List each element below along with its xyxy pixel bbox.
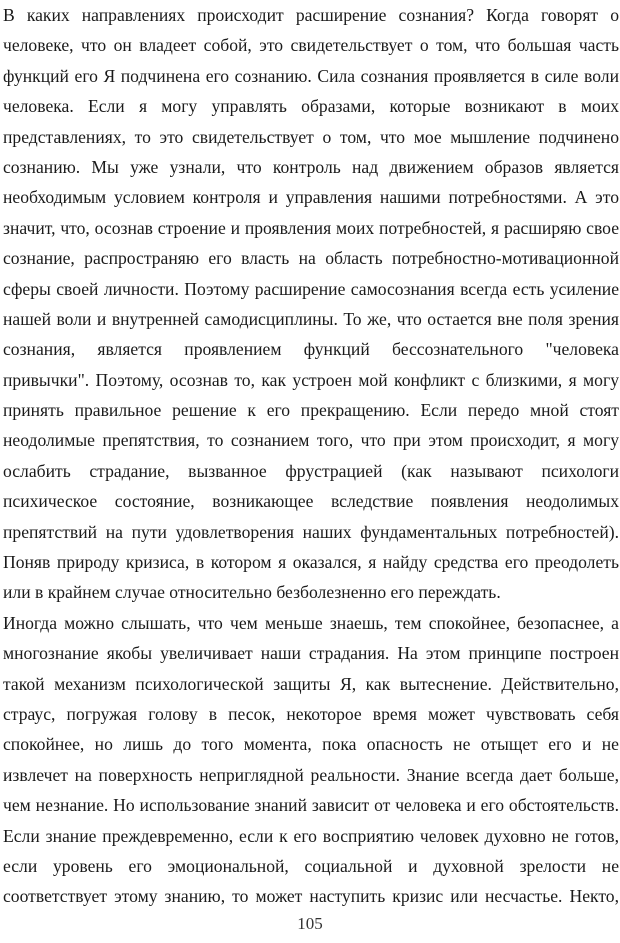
text-line: функций его Я подчинена его сознанию. Сила сознания проявляется в силе воли xyxy=(3,65,619,86)
text-line: Иногда можно слышать, что чем меньше знаешь, тем спокойнее, безопаснее, а xyxy=(3,612,619,633)
text-line: спокойнее, но лишь до того момента, пока опасность не отыщет его и не xyxy=(3,734,619,755)
text-line: привычки". Поэтому, осознав то, как устроен мой конфликт с близкими, я могу xyxy=(3,369,619,390)
body-text xyxy=(3,0,619,912)
text-line: В каких направлениях происходит расширение сознания? Когда говорят о xyxy=(3,5,619,25)
text-line: сознанию. Мы уже узнали, что контроль над движением образов является xyxy=(3,156,619,177)
text-line: Если знание преждевременно, если к его восприятию человек духовно не готов, xyxy=(3,825,619,846)
page-number: 105 xyxy=(297,914,323,933)
text-line: извлечет на поверхность неприглядной реальности. Знание всегда дает больше, xyxy=(3,764,619,785)
text-line: человека. Если я могу управлять образами, которые возникают в моих xyxy=(3,96,619,117)
text-line: представлениях, то это свидетельствует о том, что мое мышление подчинено xyxy=(3,126,619,147)
text-line: страус, погружая голову в песок, некоторое время может чувствовать себя xyxy=(3,703,619,724)
text-line: нашей воли и внутренней самодисциплины. То же, что остается вне поля зрения xyxy=(3,308,619,329)
text-line: неодолимые препятствия, то сознанием того, что при этом происходит, я могу xyxy=(3,430,619,451)
text-line: соответствует этому знанию, то может наступить кризис или несчастье. Некто, xyxy=(3,886,619,907)
text-line: чем незнание. Но использование знаний зависит от человека и его обстоятельств. xyxy=(3,795,619,816)
text-line: принять правильное решение к его прекращению. Если передо мной стоят xyxy=(3,400,619,421)
text-line: или в крайнем случае относительно безболезненно его переждать. xyxy=(3,582,501,603)
text-line: сознания, является проявлением функций бессознательного "человека xyxy=(3,339,619,360)
text-line: сферы своей личности. Поэтому расширение самосознания всегда есть усиление xyxy=(3,278,619,299)
text-line: если уровень его эмоциональной, социальной и духовной зрелости не xyxy=(3,855,619,876)
text-line: психическое состояние, возникающее вследствие появления неодолимых xyxy=(3,491,619,512)
text-line: значит, что, осознав строение и проявления моих потребностей, я расширяю свое xyxy=(3,217,619,238)
text-line: препятствий на пути удовлетворения наших фундаментальных потребностей). xyxy=(3,521,619,542)
text-line: такой механизм психологической защиты Я, как вытеснение. Действительно, xyxy=(3,673,619,694)
text-line: ослабить страдание, вызванное фрустрацией (как называют психологи xyxy=(3,460,619,481)
text-line: человеке, что он владеет собой, это свидетельствует о том, что большая часть xyxy=(3,35,619,56)
text-line: необходимым условием контроля и управления нашими потребностями. А это xyxy=(3,187,619,208)
text-line: Поняв природу кризиса, в котором я оказался, я найду средства его преодолеть xyxy=(3,552,619,573)
text-line: сознание, распространяю его власть на область потребностно-мотивационной xyxy=(3,248,619,269)
text-line: многознание якобы увеличивает наши страдания. На этом принципе построен xyxy=(3,643,619,664)
